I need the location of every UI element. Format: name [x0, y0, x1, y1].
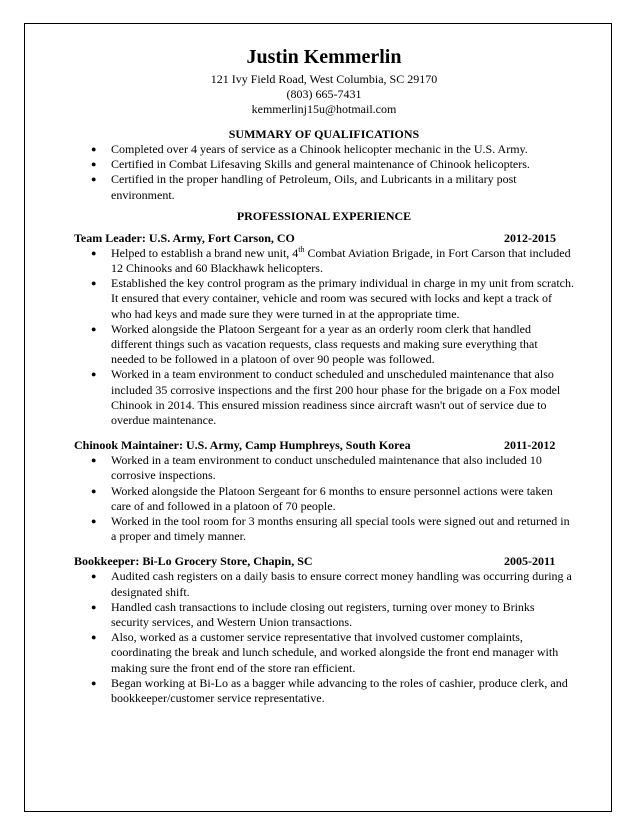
- list-item: [91, 675, 574, 706]
- bullet-icon: ●: [91, 278, 97, 289]
- job-bullets: [74, 453, 574, 544]
- phone: (803) 665-7431: [286, 87, 362, 101]
- list-item: [91, 599, 574, 630]
- job-dates: 2012-2015: [504, 230, 556, 245]
- job-bullet-text: Established the key control program as the primary individual in charge in my unit from scratch. It ensured that every container, vehicle and room was secured with locks and kept a track of who had keys and made sure they were turned in at the appropriate time.: [111, 276, 574, 321]
- job-bullet-text: Began working at Bi-Lo as a bagger while advancing to the roles of cashier, produce clerk, and bookkeeper/customer service representative.: [111, 675, 568, 706]
- summary-item-text: Certified in Combat Lifesaving Skills and general maintenance of Chinook helicopters.: [111, 157, 530, 172]
- job-bullet-text: Worked in a team environment to conduct scheduled and unscheduled maintenance that also included 35 corrosive inspections and the first 200 hour phase for the brigade on a Fox model Chinook in 2014. This ensured mission readiness since aircraft wasn't out of service due to overdue maintenance.: [111, 367, 561, 428]
- list-item: [91, 157, 574, 172]
- job-bullets: [74, 246, 574, 428]
- email: kemmerlinj15u@hotmail.com: [251, 102, 397, 116]
- address: 121 Ivy Field Road, West Columbia, SC 29170: [210, 72, 438, 86]
- bullet-icon: ●: [91, 571, 97, 582]
- resume-content: [74, 44, 574, 706]
- applicant-name: Justin Kemmerlin: [246, 46, 402, 68]
- list-item: [91, 172, 574, 202]
- job-header: [74, 230, 574, 246]
- bullet-icon: ●: [91, 677, 97, 688]
- job-title: Team Leader: U.S. Army, Fort Carson, CO: [74, 230, 295, 245]
- job-bullet-text-part: Combat Aviation Brigade, in Fort Carson that included 12 Chinooks and 60 Blackhawk helicopters.: [111, 245, 571, 276]
- bullet-icon: ●: [91, 159, 97, 170]
- experience-heading: PROFESSIONAL EXPERIENCE: [236, 208, 412, 223]
- job-bullets: [74, 569, 574, 706]
- list-item: [91, 321, 574, 368]
- list-item: [91, 483, 574, 514]
- summary-item-text: Completed over 4 years of service as a Chinook helicopter mechanic in the U.S. Army.: [111, 142, 528, 156]
- bullet-icon: ●: [91, 369, 97, 380]
- job-bullet-text: Worked alongside the Platoon Sergeant for 6 months to ensure personnel actions were taken care of and followed in a platoon of 70 people.: [111, 483, 553, 513]
- job-title: Bookkeeper: Bi-Lo Grocery Store, Chapin, SC: [74, 554, 313, 569]
- job-header: [74, 553, 574, 569]
- bullet-icon: ●: [91, 247, 97, 258]
- list-item: [91, 142, 574, 157]
- list-item: [91, 367, 574, 428]
- job-bullet-text: Worked in a team environment to conduct unscheduled maintenance that also included 10 corrosive inspections.: [111, 453, 542, 483]
- bullet-icon: ●: [91, 632, 97, 643]
- job-bullet-text-part: Helped to establish a brand new unit, 4: [111, 245, 299, 260]
- summary-item-text: Certified in the proper handling of Petroleum, Oils, and Lubricants in a military post environment.: [111, 172, 517, 202]
- bullet-icon: ●: [91, 455, 97, 466]
- job-bullet-text: Also, worked as a customer service representative that involved customer complaints, coordinating the break and lunch schedule, and worked alongside the front end manager with making sure the front end of the store ran efficient.: [111, 630, 559, 675]
- job-bullet-text: Audited cash registers on a daily basis to ensure correct money handling was occurring during a designated shift.: [111, 569, 572, 599]
- summary-heading: SUMMARY OF QUALIFICATIONS: [228, 127, 420, 141]
- job-dates: 2011-2012: [504, 438, 556, 453]
- list-item: [91, 630, 574, 676]
- job-bullet-text: Worked alongside the Platoon Sergeant for a year as an orderly room clerk that handled different things such as vacation requests, class requests and making sure everything that needed to be followed in a platoon of over 90 people was followed.: [111, 321, 538, 367]
- list-item: [91, 244, 574, 276]
- job-title: Chinook Maintainer: U.S. Army, Camp Humphreys, South Korea: [74, 438, 411, 453]
- bullet-icon: ●: [91, 485, 97, 496]
- bullet-icon: ●: [91, 516, 97, 527]
- summary-list: [74, 142, 574, 203]
- job-header: [74, 437, 574, 453]
- bullet-icon: ●: [91, 323, 97, 334]
- list-item: [91, 569, 574, 599]
- list-item: [91, 276, 574, 322]
- list-item: [91, 453, 574, 483]
- job-dates: 2005-2011: [504, 554, 556, 569]
- bullet-icon: ●: [91, 144, 97, 154]
- list-item: [91, 514, 574, 544]
- bullet-icon: ●: [91, 601, 97, 612]
- ordinal-suffix: th: [298, 244, 305, 254]
- job-bullet-text: Worked in the tool room for 3 months ensuring all special tools were signed out and returned in a proper and timely manner.: [111, 514, 570, 544]
- bullet-icon: ●: [91, 174, 97, 185]
- job-bullet-text: Handled cash transactions to include closing out registers, turning over money to Brinks security services, and Western Union transactions.: [111, 599, 535, 630]
